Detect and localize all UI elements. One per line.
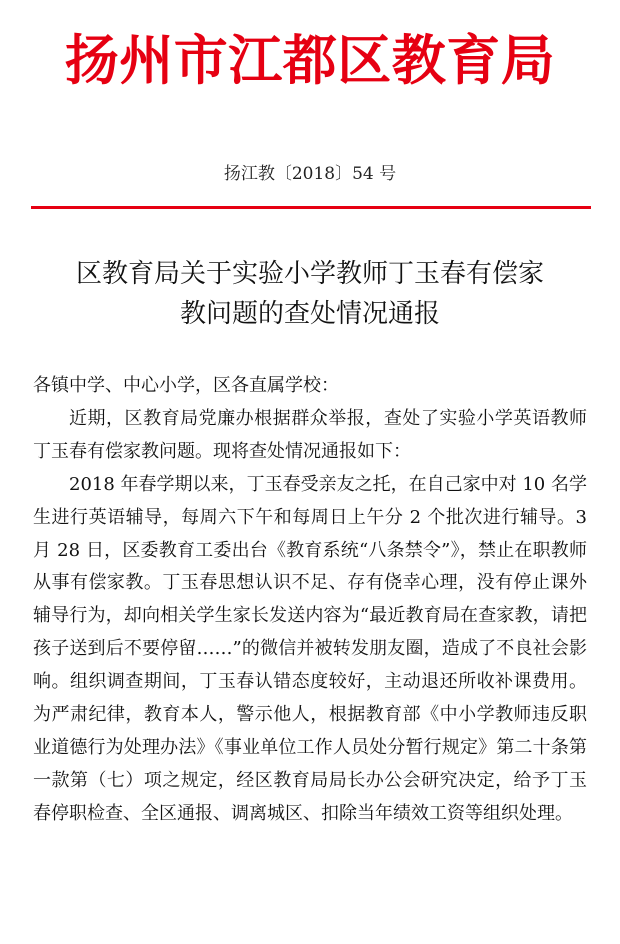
red-divider-line xyxy=(31,206,591,209)
org-title: 扬州市江都区教育局 xyxy=(64,28,556,92)
body-paragraph-2: 2018 年春学期以来，丁玉春受亲友之托，在自己家中对 10 名学生进行英语辅导，每周六下午和每周日上午分 2 个批次进行辅导。3 月 28 日，区委教育工委出台《教育系统“八条禁令”》，禁止在职教师从事有偿家教。丁玉春思想认识不足、存有侥幸心理，没有停止课外辅导行为，却向相关学生家长发送内容为“最近教育局在查家教，请把孩子送到后不要停留……”的微信并被转发朋友圈，造成了不良社会影响。组织调查期间，丁玉春认错态度较好，主动退还所收补课费用。为严肃纪律，教育本人，警示他人，根据教育部《中小学教师违反职业道德行为处理办法》《事业单位工作人员处分暂行规定》第二十条第一款第（七）项之规定，经区教育局局长办公会研究决定，给予丁玉春停职检查、全区通报、调离城区、扣除当年绩效工资等组织处理。 xyxy=(33,473,587,824)
document-headline xyxy=(0,254,620,334)
body-paragraph-1: 近期，区教育局党廉办根据群众举报，查处了实验小学英语教师丁玉春有偿家教问题。现将查处情况通报如下： xyxy=(33,407,587,462)
salutation: 各镇中学、中心小学，区各直属学校： xyxy=(33,375,339,396)
headline-line-2: 教问题的查处情况通报 xyxy=(179,299,440,329)
headline-line-1: 区教育局关于实验小学教师丁玉春有偿家 xyxy=(75,259,544,289)
document-body xyxy=(33,370,587,831)
document-number: 扬江教〔2018〕54 号 xyxy=(223,164,397,184)
